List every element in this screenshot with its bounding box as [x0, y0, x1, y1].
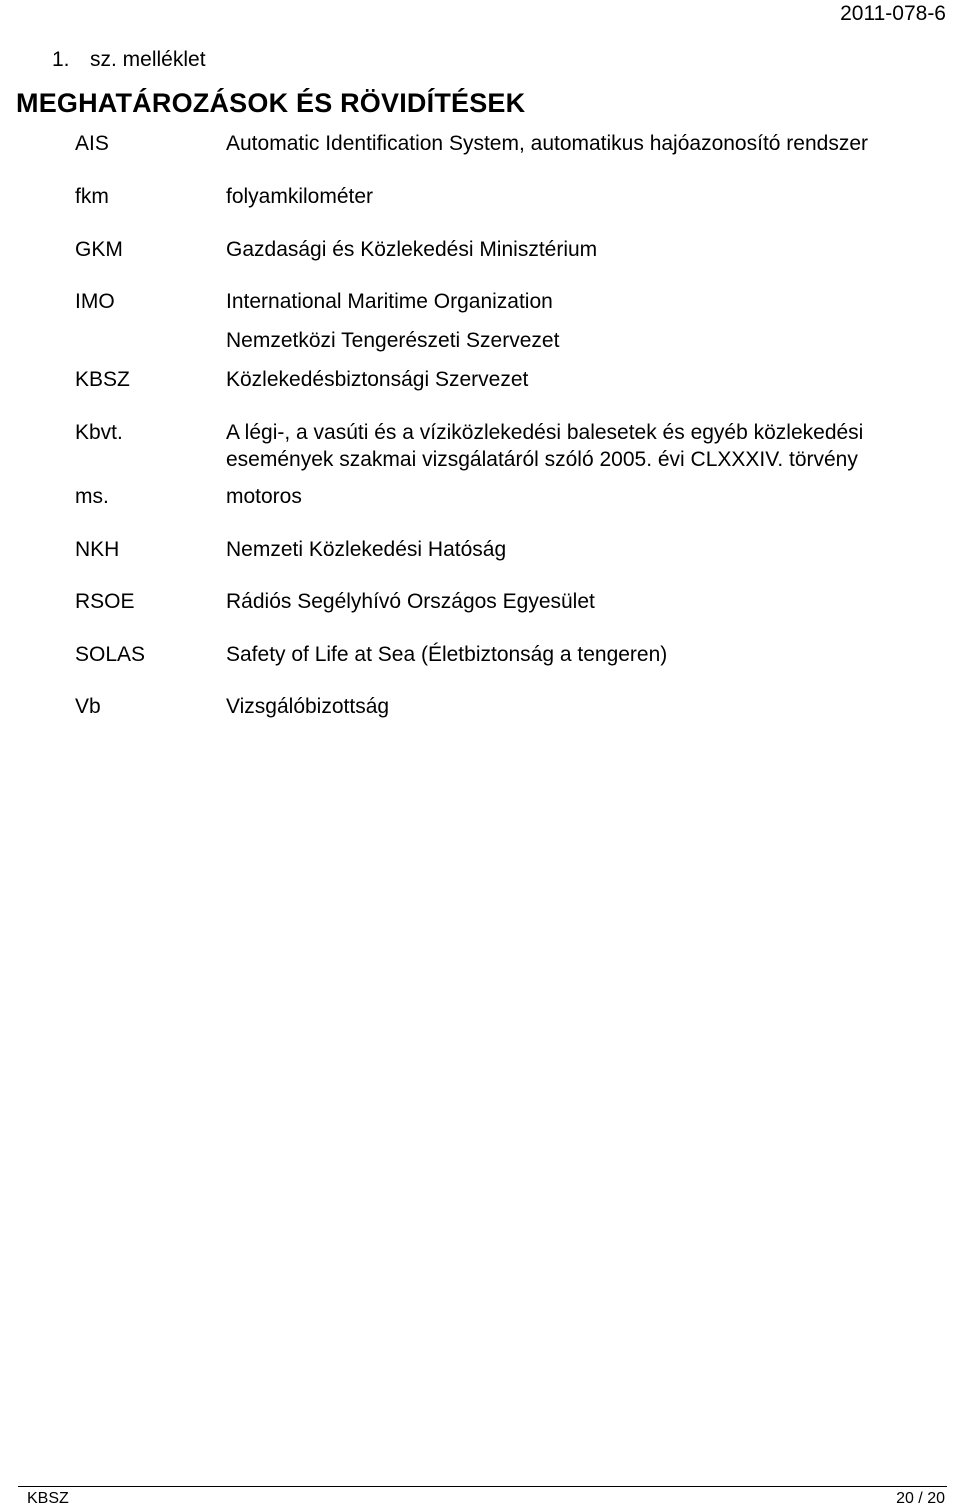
abbreviation: SOLAS — [75, 643, 146, 666]
definition — [226, 483, 946, 510]
annex-number: 1. — [52, 48, 70, 71]
abbreviation: fkm — [75, 185, 109, 208]
definition — [226, 183, 946, 210]
footer-divider — [18, 1486, 947, 1487]
definition — [226, 588, 946, 615]
abbreviation: Vb — [75, 695, 101, 718]
definition — [226, 288, 946, 354]
page-number: 20 / 20 — [896, 1490, 945, 1507]
definition-line: International Maritime Organization — [226, 290, 553, 313]
definition — [226, 536, 946, 563]
annex-heading — [52, 48, 206, 72]
definition-line: motoros — [226, 485, 302, 508]
definition — [226, 236, 946, 263]
definition-line: Közlekedésbiztonsági Szervezet — [226, 368, 529, 391]
definition-line: Safety of Life at Sea (Életbiztonság a tengeren) — [226, 643, 668, 666]
abbreviation: AIS — [75, 132, 109, 155]
document-code: 2011-078-6 — [840, 2, 946, 25]
definition-line: Nemzeti Közlekedési Hatóság — [226, 538, 507, 561]
definition — [226, 693, 946, 720]
abbreviation: IMO — [75, 290, 115, 313]
abbreviation: Kbvt. — [75, 421, 123, 444]
definition — [226, 366, 946, 393]
definition-line: Gazdasági és Közlekedési Minisztérium — [226, 238, 598, 261]
abbreviation: GKM — [75, 238, 123, 261]
abbreviation: ms. — [75, 485, 109, 508]
definition-line: Nemzetközi Tengerészeti Szervezet — [226, 329, 560, 352]
definition — [226, 130, 946, 157]
abbreviation: NKH — [75, 538, 120, 561]
abbreviation: KBSZ — [75, 368, 130, 391]
definition-line: Rádiós Segélyhívó Országos Egyesület — [226, 590, 595, 613]
definition-line: Automatic Identification System, automatikus hajóazonosító rendszer — [226, 132, 868, 155]
footer-organization: KBSZ — [27, 1490, 69, 1507]
definition — [226, 641, 946, 668]
annex-label: sz. melléklet — [90, 48, 206, 71]
definition-line: A légi-, a vasúti és a víziközlekedési balesetek és egyéb közlekedési — [226, 421, 864, 444]
page-title: MEGHATÁROZÁSOK ÉS RÖVIDÍTÉSEK — [16, 88, 526, 118]
definition-line: események szakmai vizsgálatáról szóló 2005. évi CLXXXIV. törvény — [226, 448, 858, 471]
definition — [226, 419, 946, 473]
definition-line: folyamkilométer — [226, 185, 374, 208]
definition-line: Vizsgálóbizottság — [226, 695, 390, 718]
abbreviation: RSOE — [75, 590, 135, 613]
